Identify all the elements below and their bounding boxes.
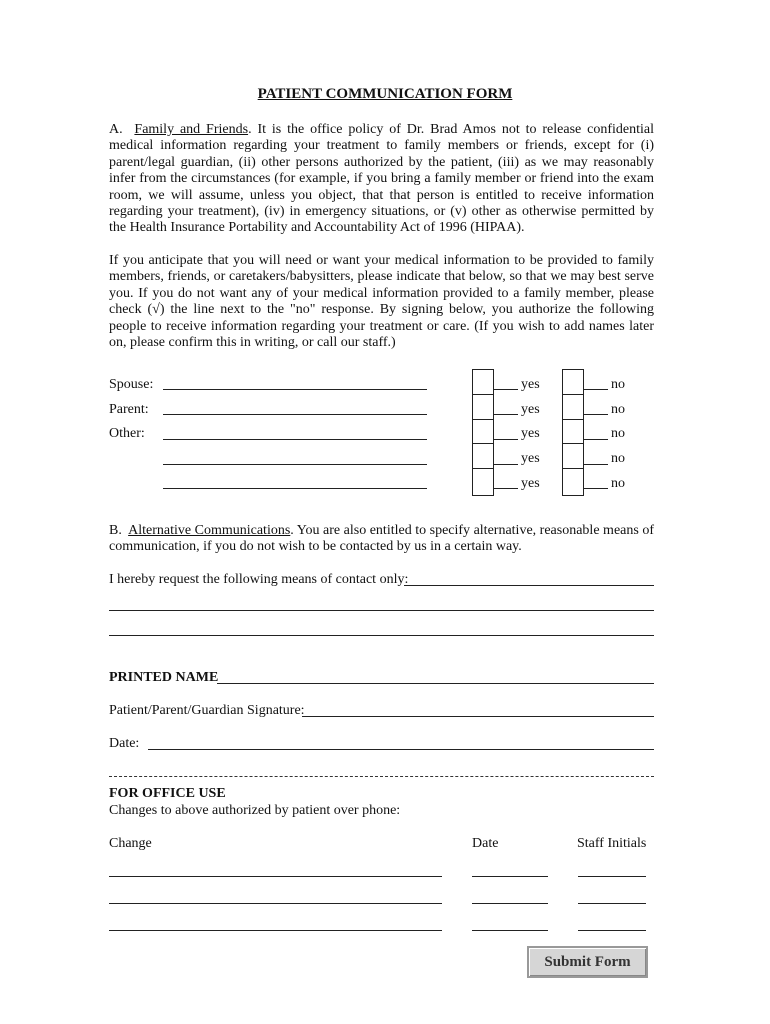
no-label: no <box>611 451 625 466</box>
yes-label: yes <box>521 402 540 417</box>
staff-initials-column-header: Staff Initials <box>577 836 647 851</box>
office-use-heading: FOR OFFICE USE <box>109 786 226 801</box>
request-label: I hereby request the following means of contact only: <box>109 572 409 587</box>
form-title: PATIENT COMMUNICATION FORM <box>257 86 513 102</box>
other-name-line-3[interactable] <box>163 488 427 489</box>
yes-checkbox[interactable] <box>472 369 494 397</box>
request-line-1[interactable] <box>404 585 654 586</box>
divider <box>109 776 654 777</box>
change-line[interactable] <box>109 876 442 877</box>
section-b-paragraph <box>109 523 654 556</box>
no-label: no <box>611 377 625 392</box>
no-checkbox[interactable] <box>562 468 584 496</box>
office-date-line[interactable] <box>472 876 548 877</box>
date-line[interactable] <box>148 749 654 750</box>
printed-name-label: PRINTED NAME <box>109 670 219 685</box>
office-date-line[interactable] <box>472 903 548 904</box>
yes-line <box>494 488 518 489</box>
yes-label: yes <box>521 451 540 466</box>
signature-label: Patient/Parent/Guardian Signature: <box>109 703 305 718</box>
other-name-line[interactable] <box>163 439 427 440</box>
instructions-text: If you anticipate that you will need or want your medical information to be provided to family members, friends, or caretakers/babysitters, please indicate that below, so that we may best serve you. If you do not want any of your medical information provided to a family member, please check (√) the line next to the "no" response. By signing below, you authorize the following people to receive information regarding your treatment or care. (If you wish to add names later on, please confirm this in writing, or call our staff.) <box>109 253 654 351</box>
staff-initials-line[interactable] <box>578 903 646 904</box>
no-checkbox[interactable] <box>562 443 584 471</box>
section-a-prefix: A. <box>109 122 123 137</box>
signature-line[interactable] <box>302 716 654 717</box>
instructions-paragraph <box>109 253 654 351</box>
no-line <box>584 488 608 489</box>
no-line <box>584 389 608 390</box>
yes-label: yes <box>521 377 540 392</box>
section-b-prefix: B. <box>109 523 122 538</box>
no-line <box>584 414 608 415</box>
section-b-text: . You are also entitled to specify alternative, reasonable means of communication, if you do not wish to be contacted by us in a certain way. <box>109 523 655 555</box>
no-label: no <box>611 402 625 417</box>
staff-initials-line[interactable] <box>578 876 646 877</box>
section-a-heading: Family and Friends <box>134 122 249 137</box>
yes-line <box>494 464 518 465</box>
parent-name-line[interactable] <box>163 414 427 415</box>
request-line-2[interactable] <box>109 610 654 611</box>
request-line-3[interactable] <box>109 635 654 636</box>
date-label: Date: <box>109 736 140 751</box>
person-label-other: Other: <box>109 426 145 441</box>
yes-line <box>494 389 518 390</box>
section-a-text: . It is the office policy of Dr. Brad Amos not to release confidential medical information regarding your treatment to family members or friends, except for (i) parent/legal guardian, (ii) other persons authorized by the patient, (iii) as we may reasonably infer from the circumstances (for example, if you bring a family member or friend into the exam room, we will assume, unless you object, that that person is entitled to receive information regarding your treatment), (iv) in emergency situations, or (v) other as otherwise permitted by the Health Insurance Portability and Accountability Act of 1996 (HIPAA). <box>109 122 654 236</box>
yes-checkbox[interactable] <box>472 443 494 471</box>
office-date-line[interactable] <box>472 930 548 931</box>
person-label-parent: Parent: <box>109 402 149 417</box>
spouse-name-line[interactable] <box>163 389 427 390</box>
office-use-subheading: Changes to above authorized by patient over phone: <box>109 803 401 818</box>
change-column-header: Change <box>109 836 152 851</box>
submit-form-button[interactable]: Submit Form <box>527 946 648 978</box>
change-line[interactable] <box>109 903 442 904</box>
no-line <box>584 439 608 440</box>
person-label-spouse: Spouse: <box>109 377 154 392</box>
no-line <box>584 464 608 465</box>
yes-label: yes <box>521 476 540 491</box>
yes-checkbox[interactable] <box>472 468 494 496</box>
yes-label: yes <box>521 426 540 441</box>
staff-initials-line[interactable] <box>578 930 646 931</box>
no-label: no <box>611 426 625 441</box>
yes-checkbox[interactable] <box>472 394 494 422</box>
change-line[interactable] <box>109 930 442 931</box>
date-column-header: Date <box>472 836 499 851</box>
section-a-paragraph <box>109 122 654 237</box>
no-checkbox[interactable] <box>562 394 584 422</box>
printed-name-line[interactable] <box>217 683 654 684</box>
yes-line <box>494 414 518 415</box>
other-name-line-2[interactable] <box>163 464 427 465</box>
no-label: no <box>611 476 625 491</box>
section-b-heading: Alternative Communications <box>128 523 291 538</box>
yes-line <box>494 439 518 440</box>
no-checkbox[interactable] <box>562 369 584 397</box>
